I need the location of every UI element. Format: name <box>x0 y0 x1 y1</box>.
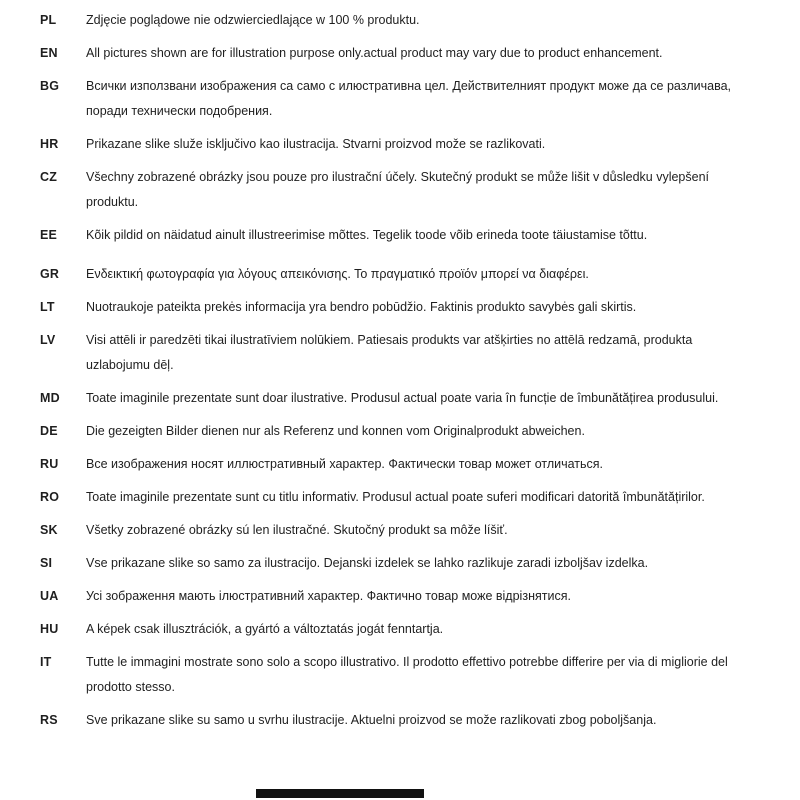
disclaimer-text: Visi attēli ir paredzēti tikai ilustratīviem nolūkiem. Patiesais produkts var atšķirties no attēlā redzamā, produkta uzlabojumu dēļ. <box>86 333 693 372</box>
language-code: IT <box>40 655 52 669</box>
disclaimer-row-sk <box>40 518 740 543</box>
language-code: HU <box>40 622 59 636</box>
disclaimer-row-ro <box>40 485 740 510</box>
language-code: BG <box>40 79 60 93</box>
language-code: EN <box>40 46 58 60</box>
disclaimer-row-cz <box>40 165 740 215</box>
disclaimer-text: Ενδεικτική φωτογραφία για λόγους απεικόνισης. Το πραγματικό προϊόν μπορεί να διαφέρει. <box>86 267 589 281</box>
disclaimer-row-gr <box>40 262 740 287</box>
language-code: RU <box>40 457 59 471</box>
disclaimer-row-ru <box>40 452 740 477</box>
language-code: UA <box>40 589 59 603</box>
disclaimer-text: Toate imaginile prezentate sunt cu titlu informativ. Produsul actual poate suferi modificari datorită îmbunătățirilor. <box>86 490 705 504</box>
disclaimer-text: Все изображения носят иллюстративный характер. Фактически товар может отличаться. <box>86 457 604 471</box>
language-code: PL <box>40 13 57 27</box>
disclaimer-text: Všechny zobrazené obrázky jsou pouze pro ilustrační účely. Skutečný produkt se může lišit v důsledku vylepšení produktu. <box>86 170 710 209</box>
disclaimer-text: Sve prikazane slike su samo u svrhu ilustracije. Aktuelni proizvod se može razlikovati zbog poboljšanja. <box>86 713 657 727</box>
disclaimer-row-bg <box>40 74 740 124</box>
disclaimer-row-md <box>40 386 740 411</box>
disclaimer-text: Toate imaginile prezentate sunt doar ilustrative. Produsul actual poate varia în funcție de îmbunătățirea produsului. <box>86 391 719 405</box>
disclaimer-text: Всички използвани изображения са само с илюстративна цел. Действителният продукт може да се различава, поради технически подобрения. <box>86 79 731 118</box>
disclaimer-text: A képek csak illusztrációk, a gyártó a változtatás jogát fenntartja. <box>86 622 444 636</box>
language-code: MD <box>40 391 60 405</box>
disclaimer-row-lv <box>40 328 740 378</box>
disclaimer-text: Vse prikazane slike so samo za ilustracijo. Dejanski izdelek se lahko razlikuje zaradi izboljšav izdelka. <box>86 556 649 570</box>
disclaimer-text: Nuotraukoje pateikta prekės informacija yra bendro pobūdžio. Faktinis produkto savybės gali skirtis. <box>86 300 637 314</box>
language-code: SK <box>40 523 58 537</box>
language-code: LT <box>40 300 55 314</box>
language-code: CZ <box>40 170 58 184</box>
disclaimer-row-lt <box>40 295 740 320</box>
disclaimer-text: Усі зображення мають ілюстративний характер. Фактично товар може відрізнятися. <box>86 589 571 603</box>
disclaimer-row-ee <box>40 223 740 248</box>
language-code: DE <box>40 424 58 438</box>
disclaimer-row-si <box>40 551 740 576</box>
language-code: RO <box>40 490 60 504</box>
disclaimer-text: Tutte le immagini mostrate sono solo a scopo illustrativo. Il prodotto effettivo potrebbe differire per via di migliorie del prodotto stesso. <box>86 655 728 694</box>
disclaimer-text: Prikazane slike služe isključivo kao ilustracija. Stvarni proizvod može se razlikovati. <box>86 137 546 151</box>
disclaimer-row-pl <box>40 8 740 33</box>
language-code: GR <box>40 267 60 281</box>
disclaimer-text: Zdjęcie poglądowe nie odzwierciedlające w 100 % produktu. <box>86 13 420 27</box>
disclaimer-row-de <box>40 419 740 444</box>
disclaimer-row-ua <box>40 584 740 609</box>
disclaimer-row-hr <box>40 132 740 157</box>
disclaimer-text: Kõik pildid on näidatud ainult illustreerimise mõttes. Tegelik toode võib erineda toote täiustamise tõttu. <box>86 228 648 242</box>
language-code: RS <box>40 713 58 727</box>
disclaimer-row-hu <box>40 617 740 642</box>
language-code: EE <box>40 228 58 242</box>
disclaimer-text: Die gezeigten Bilder dienen nur als Referenz und konnen vom Originalprodukt abweichen. <box>86 424 585 438</box>
disclaimer-text: All pictures shown are for illustration purpose only.actual product may vary due to product enhancement. <box>86 46 663 60</box>
language-code: HR <box>40 137 59 151</box>
footer-bar <box>256 789 424 798</box>
disclaimer-text: Všetky zobrazené obrázky sú len ilustračné. Skutočný produkt sa môže líšiť. <box>86 523 508 537</box>
disclaimer-row-en <box>40 41 740 66</box>
language-code: LV <box>40 333 56 347</box>
disclaimer-row-rs <box>40 708 740 733</box>
disclaimer-row-it <box>40 650 740 700</box>
language-code: SI <box>40 556 53 570</box>
disclaimer-list <box>40 8 740 741</box>
